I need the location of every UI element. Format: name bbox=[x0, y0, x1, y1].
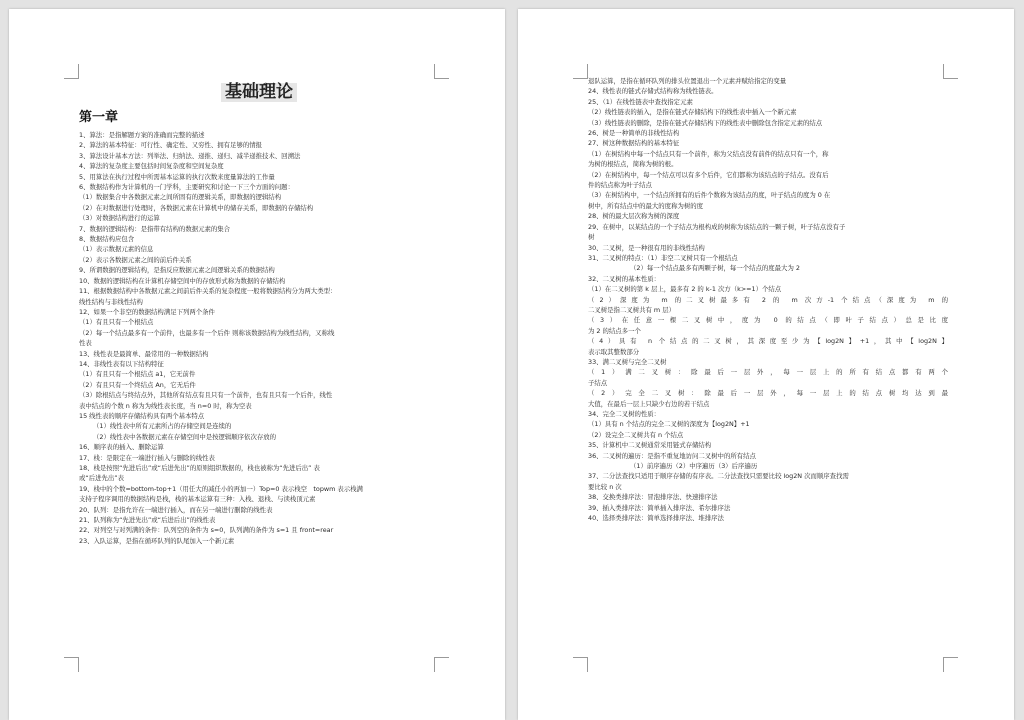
text-line: 19、栈中的个数=bottom-top+1（用任大的减任小的再加一）Top=0 表示栈空 topwm 表示栈满 bbox=[79, 484, 363, 493]
text-line: （3）线性链表的删除，是指在链式存储结构下的线性表中删除包含指定元素的结点 bbox=[588, 118, 823, 127]
left-page-content bbox=[79, 79, 439, 546]
text-line: 29、在树中，以某结点的一个子结点为根构成的树称为该结点的一颗子树，叶子结点没有子 bbox=[588, 222, 846, 231]
text-line: （1）在树结构中每一个结点只有一个前件，称为父结点没有前件的结点只有一个，称 bbox=[588, 149, 829, 158]
text-line: 表中结点的个数 n 称为为线性表长度，当 n=0 时，称为空表 bbox=[79, 401, 252, 410]
document-title: 基础理论 bbox=[221, 79, 297, 105]
text-line: 14、非线性表有以下结构特征 bbox=[79, 359, 164, 368]
text-line: 32、二叉树的基本性质： bbox=[588, 274, 661, 283]
text-line: 12、如果一个非空的数据结构满足下列两个条件 bbox=[79, 307, 215, 316]
text-line: （2）线性链表的插入，是指在链式存储结构下的线性表中插入一个新元素 bbox=[588, 108, 797, 117]
text-line: 31、二叉树的特点：（1）非空二叉树只有一个根结点 bbox=[588, 253, 738, 262]
text-line: 37、二分法查找只适用于顺序存储的有序表。二分法查找只需要比较 log2N 次而顺序查找需 bbox=[588, 472, 849, 481]
text-line: （1）在二叉树的第 k 层上，最多有 2 的 k-1 次方（k>=1）个结点 bbox=[588, 285, 782, 294]
text-line: （1）满二叉树：除最后一层外，每一层上的所有结点都有两个 bbox=[588, 368, 948, 377]
text-line: 28、树的最大层次称为树的深度 bbox=[588, 212, 680, 221]
text-line: 件的结点称为叶子结点 bbox=[588, 181, 652, 190]
right-text-lines bbox=[588, 76, 948, 523]
left-text-lines bbox=[79, 130, 439, 546]
text-line: 39、插入类排序法：简单插入排序法、希尔排序法 bbox=[588, 503, 731, 512]
document-page-right bbox=[518, 9, 1014, 720]
text-line: （2）每一个结点最多有一个前件，也最多有一个后件 则称该数据结构为线性结构，又称线 bbox=[79, 328, 335, 337]
right-page-content bbox=[588, 76, 948, 523]
text-line: 二叉树是指二叉树共有 m 层） bbox=[588, 305, 675, 314]
text-line: （3）在任意一棵二叉树中，度为 0 的结点（即叶子结点）总是比度 bbox=[588, 316, 948, 325]
chapter-heading: 第一章 bbox=[79, 110, 119, 125]
text-line: 15 线性表的顺序存储结构具有两个基本特点 bbox=[79, 411, 205, 420]
text-line: 2、算法的基本特征：可行性、确定性、又穷性、拥有足够的情报 bbox=[79, 141, 263, 150]
text-line: 6、数据结构作为计算机的一门学科，主要研究和讨论一下三个方面的问题： bbox=[79, 183, 294, 192]
text-line: （1）数据集合中各数据元素之间所固有的逻辑关系，即数据的逻辑结构 bbox=[79, 193, 282, 202]
text-line: 10、数据的逻辑结构在计算机存储空间中的存放形式称为数据的存储结构 bbox=[79, 276, 286, 285]
crop-mark-bottom-left bbox=[64, 657, 79, 672]
text-line: （1）有且只有一个根结点 bbox=[79, 318, 154, 327]
text-line: （2）每一个结点最多有两颗子树，每一个结点的度最大为 2 bbox=[630, 264, 800, 273]
text-line: 16、顺序表的插入、删除运算 bbox=[79, 443, 164, 452]
text-line: 22、对列空与对列满的条件：队列空的条件为 s=0，队列满的条件为 s=1 且 front=rear bbox=[79, 526, 334, 535]
text-line: 退队运算，是指在循环队列的排头位置退出一个元素并赋给指定的变量 bbox=[588, 77, 787, 85]
text-line: 或“后进先出”表 bbox=[79, 474, 124, 483]
text-line: 38、交换类排序法：冒泡排序法、快速排序法 bbox=[588, 493, 718, 502]
text-line: （2）在树结构中，每一个结点可以有多个后件，它们都称为该结点的子结点。没有后 bbox=[588, 170, 829, 179]
text-line: （3）对数据结构进行的运算 bbox=[79, 214, 160, 223]
text-line: 24、线性表的链式存储式结构称为线性链表。 bbox=[588, 87, 718, 96]
crop-mark-bottom-right bbox=[943, 657, 958, 672]
text-line: 要比较 n 次 bbox=[588, 482, 622, 491]
text-line: 大值，在最后一层上只缺少右边的若干结点 bbox=[588, 399, 710, 408]
crop-mark-top-right bbox=[434, 64, 449, 79]
text-line: 5、用算法在执行过程中所需基本运算的执行次数来度量算法的工作量 bbox=[79, 172, 275, 181]
text-line: （3）在树结构中，一个结点所拥有的后件个数称为该结点的度，叶子结点的度为 0 在 bbox=[588, 191, 831, 200]
text-line: 13、线性表是最简单、最常用的一种数据结构 bbox=[79, 349, 209, 358]
text-line: 30、二叉树，是一种很有用的非线性结构 bbox=[588, 243, 705, 252]
text-line: （4）具有 n 个结点的二叉树，其深度至少为【log2N】+1，其中【log2N】 bbox=[588, 337, 948, 346]
text-line: 25、（1）在线性链表中查找指定元素 bbox=[588, 97, 693, 106]
text-line: 为树的根结点，简称为树的根。 bbox=[588, 160, 678, 169]
text-line: （1）具有 n 个结点的完全二叉树的深度为【log2N】+1 bbox=[588, 420, 750, 429]
text-line: （2）设完全二叉树共有 n 个结点 bbox=[588, 430, 684, 439]
text-line: 支持子程序调用的数据结构是栈，栈的基本运算有三种：入栈、退栈、与读栈顶元素 bbox=[79, 495, 316, 504]
text-line: 子结点 bbox=[588, 378, 608, 387]
text-line: （2）在对数据进行处理时，各数据元素在计算机中的储存关系，即数据的存储结构 bbox=[79, 203, 314, 212]
text-line: 树中，所有结点中的最大的度称为树的度 bbox=[588, 201, 704, 210]
text-line: 11、根据数据结构中各数据元素之间前后件关系的复杂程度一般将数据结构分为两大类型： bbox=[79, 287, 337, 296]
crop-mark-bottom-left bbox=[573, 657, 588, 672]
text-line: （1）表示数据元素的信息 bbox=[79, 245, 154, 254]
text-line: 3、算法设计基本方法：列举法、归纳法、递推、递归、减半递推技术、回溯法 bbox=[79, 151, 301, 160]
crop-mark-bottom-right bbox=[434, 657, 449, 672]
crop-mark-top-left bbox=[64, 64, 79, 79]
text-line: （1）有且只有一个根结点 a1，它无前件 bbox=[79, 370, 196, 379]
text-line: 1、算法：是指解题方案的准确而完整的描述 bbox=[79, 131, 205, 139]
text-line: 40、选择类排序法：简单选择排序法、堆排序法 bbox=[588, 514, 724, 523]
text-line: 20、队列：是指允许在一端进行插入，而在另一端进行删除的线性表 bbox=[79, 505, 273, 514]
text-line: 35、计算机中二叉树通常采用链式存储结构 bbox=[588, 441, 712, 450]
text-line: 27、树这种数据结构的基本特征 bbox=[588, 139, 680, 148]
text-line: 23、入队运算，是指在循环队列的队尾加入一个新元素 bbox=[79, 536, 235, 545]
text-line: （2）线性表中各数据元素在存储空间中是按逻辑顺序依次存放的 bbox=[93, 432, 277, 441]
crop-mark-top-left bbox=[573, 64, 588, 79]
text-line: 为 2 的结点多一个 bbox=[588, 326, 641, 335]
text-line: 线性结构与非线性结构 bbox=[79, 297, 143, 306]
text-line: 18、栈是按照“先进后出”或“后进先出”的原则组织数据的，栈也被称为“先进后出” 表 bbox=[79, 464, 320, 472]
text-line: （2）深度为 m 的二叉树最多有 2 的 m 次方-1 个结点（深度为 m 的 bbox=[588, 295, 948, 304]
text-line: 26、树是一种简单的非线性结构 bbox=[588, 129, 680, 138]
text-line: 17、栈：是限定在一端进行插入与删除的线性表 bbox=[79, 453, 215, 462]
document-page-left bbox=[9, 9, 505, 720]
text-line: 表示取其整数部分 bbox=[588, 347, 640, 356]
text-line: 8、数据结构应包含 bbox=[79, 235, 135, 244]
text-line: 36、二叉树的遍历：是指不重复地访问二叉树中的所有结点 bbox=[588, 451, 756, 460]
text-line: （2）完全二叉树：除最后一层外，每一层上的结点树均达到最 bbox=[588, 389, 948, 398]
text-line: 性表 bbox=[79, 339, 92, 348]
text-line: 9、所谓数据的逻辑结构，是指反应数据元素之间逻辑关系的数据结构 bbox=[79, 266, 275, 275]
text-line: 4、算法的复杂度主要包括时间复杂度和空间复杂度 bbox=[79, 162, 224, 171]
text-line: （2）有且只有一个终结点 An，它无后件 bbox=[79, 380, 196, 389]
text-line: （2）表示各数据元素之间的前后件关系 bbox=[79, 255, 192, 264]
text-line: 7、数据的逻辑结构：是指带有结构的数据元素的集合 bbox=[79, 224, 231, 233]
text-line: 34、完全二叉树的性质： bbox=[588, 410, 661, 418]
text-line: 21、队列称为“先进先出”或“后进后出”的线性表 bbox=[79, 516, 216, 525]
text-line: （1）线性表中所有元素所占的存储空间是连续的 bbox=[93, 422, 232, 431]
text-line: （3）除根结点与终结点外，其他所有结点有且只有一个前件，也有且只有一个后件，线性 bbox=[79, 391, 333, 400]
text-line: 33、满二叉树与完全二叉树 bbox=[588, 357, 667, 366]
text-line: 树 bbox=[588, 233, 595, 242]
text-line: （1）前序遍历（2）中序遍历（3）后序遍历 bbox=[630, 462, 758, 471]
